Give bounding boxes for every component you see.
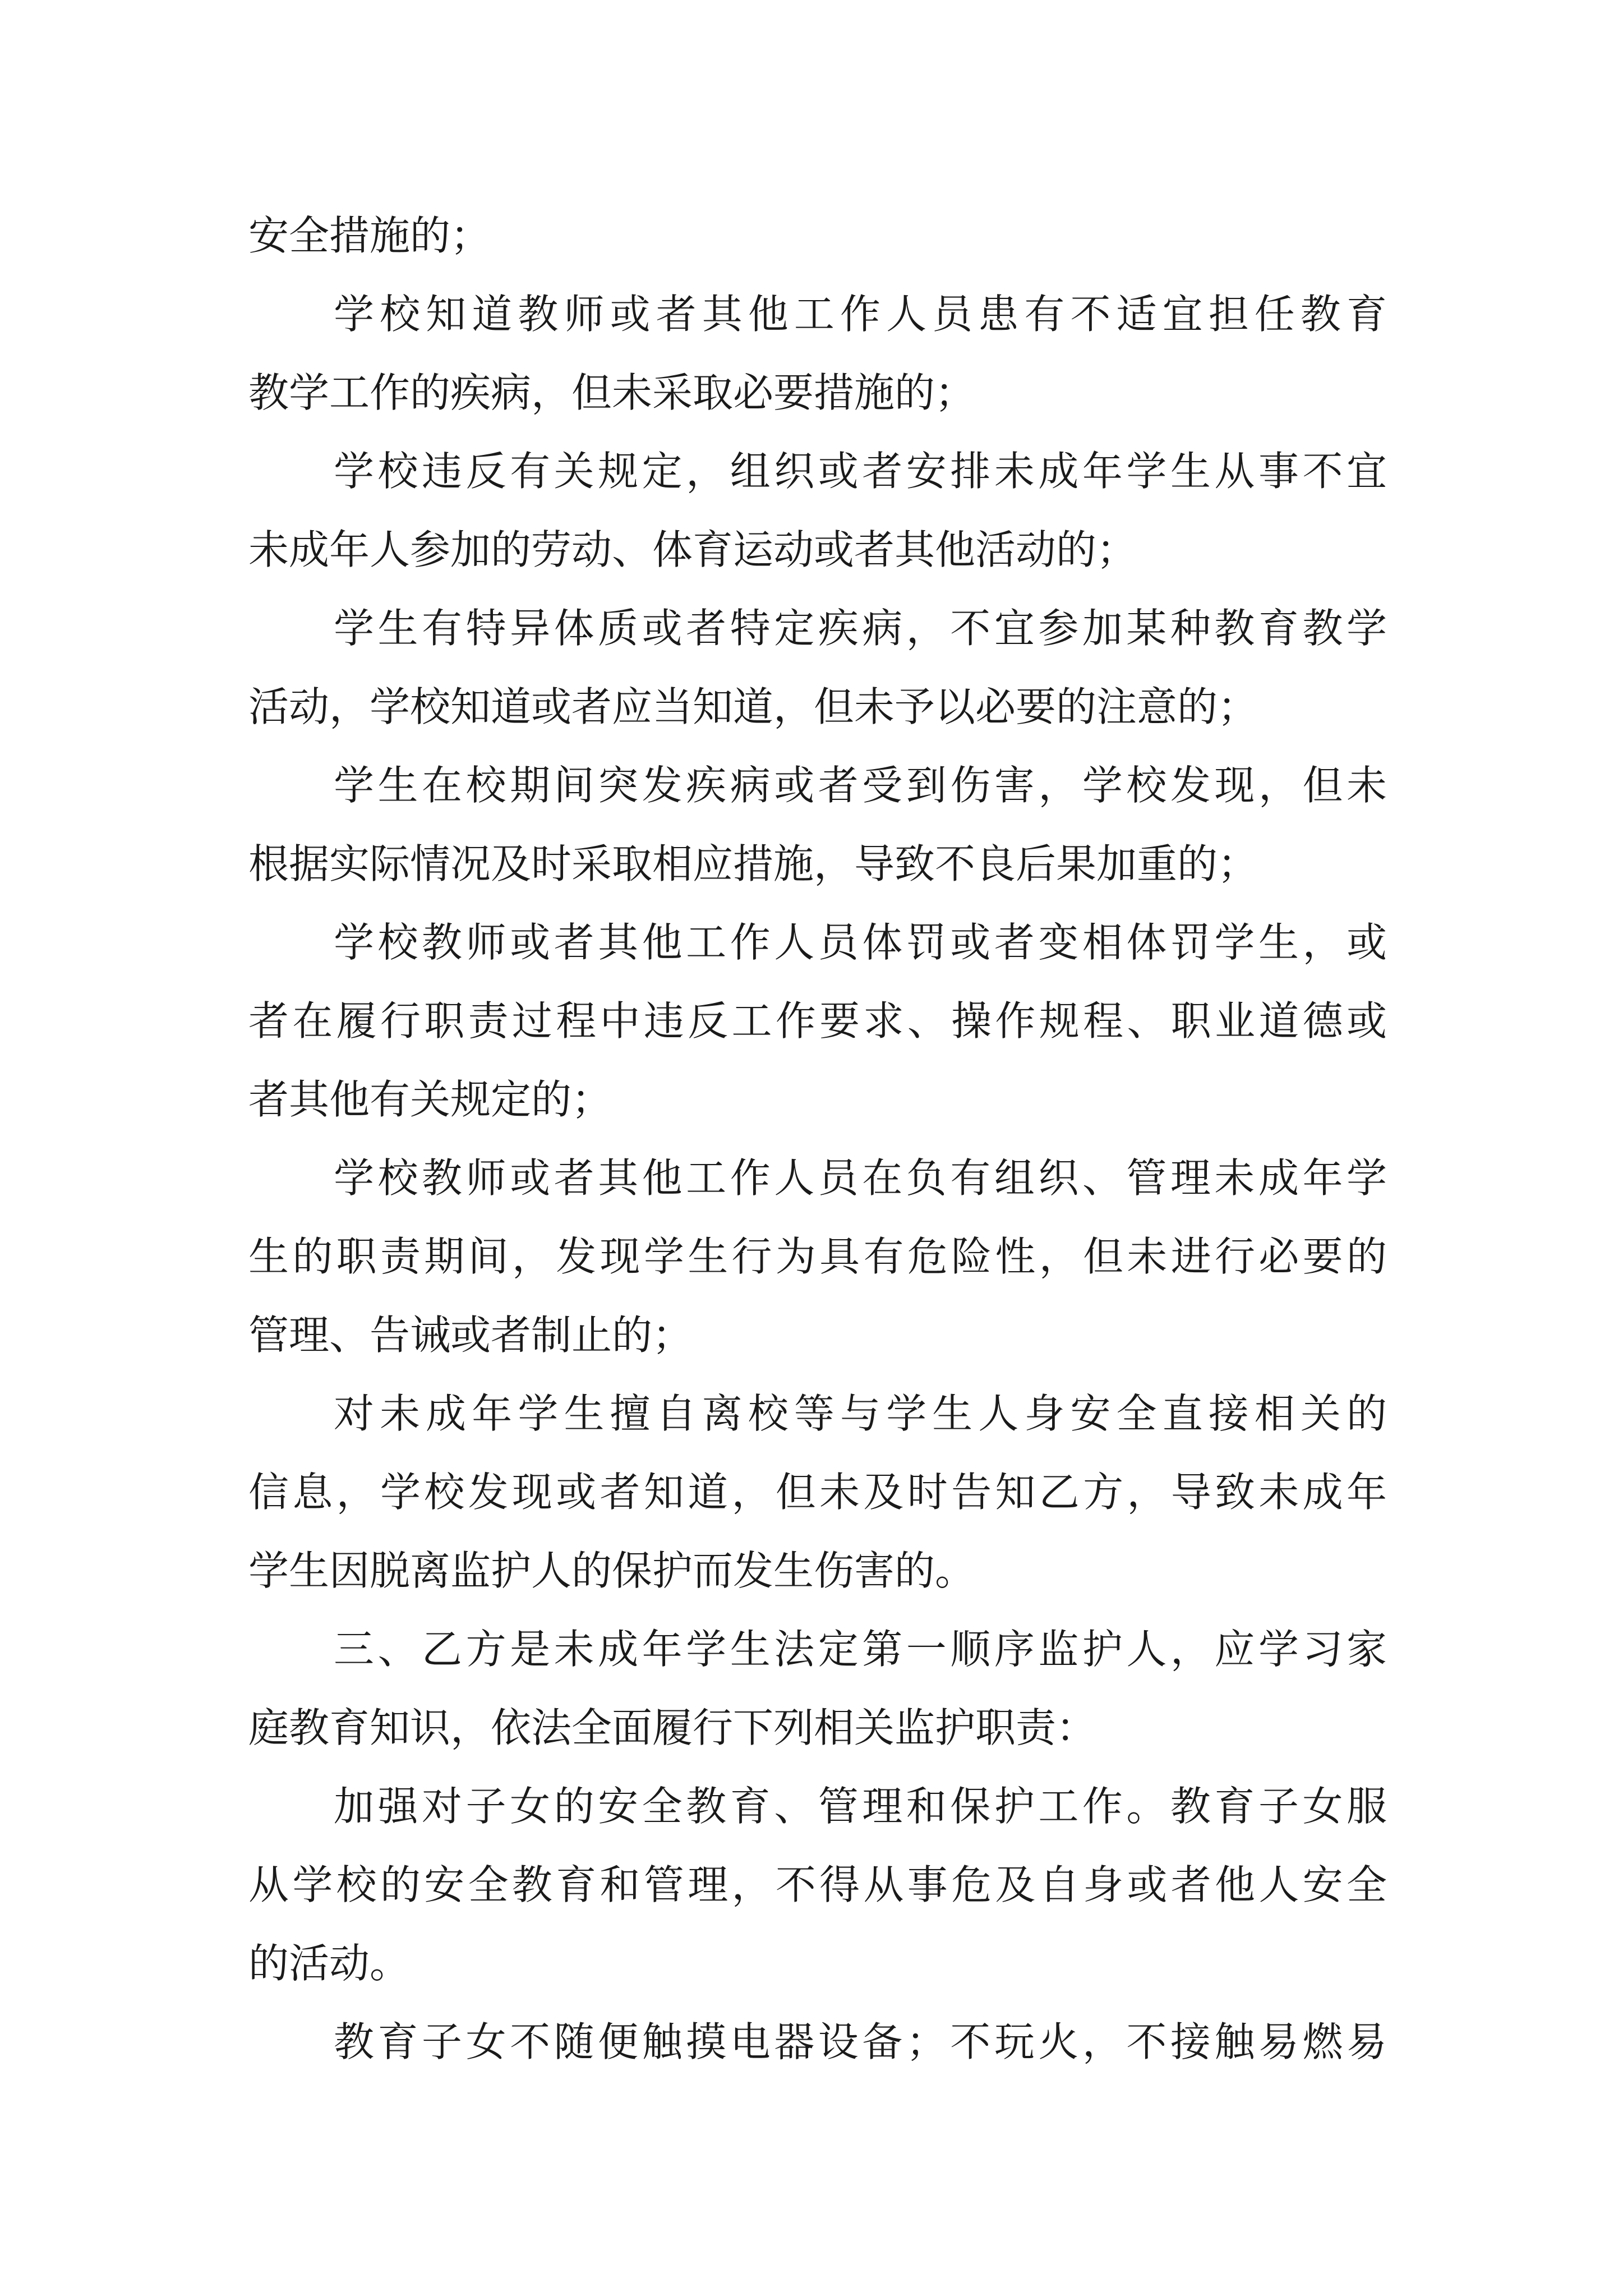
text-line: 对未成年学生擅自离校等与学生人身安全直接相关的 [334, 1390, 1387, 1437]
text-line: 活动，学校知道或者应当知道，但未予以必要的注意的； [248, 683, 1258, 730]
text-line: 庭教育知识，依法全面履行下列相关监护职责： [248, 1704, 1097, 1751]
text-line: 学校教师或者其他工作人员在负有组织、管理未成年学 [334, 1154, 1387, 1202]
text-line: 根据实际情况及时采取相应措施，导致不良后果加重的； [248, 840, 1258, 887]
text-line: 信息，学校发现或者知道，但未及时告知乙方，导致未成年 [248, 1469, 1387, 1516]
text-line: 生的职责期间，发现学生行为具有危险性，但未进行必要的 [248, 1233, 1387, 1280]
text-line: 学生有特异体质或者特定疾病，不宜参加某种教育教学 [334, 605, 1387, 652]
text-line: 的活动。 [248, 1940, 411, 1987]
text-line: 未成年人参加的劳动、体育运动或者其他活动的； [248, 526, 1137, 573]
text-line: 者其他有关规定的； [248, 1076, 612, 1123]
text-line: 从学校的安全教育和管理，不得从事危及自身或者他人安全 [248, 1861, 1387, 1908]
text-line: 学校教师或者其他工作人员体罚或者变相体罚学生，或 [334, 919, 1387, 966]
text-line: 学校违反有关规定，组织或者安排未成年学生从事不宜 [334, 448, 1387, 495]
document-body [248, 196, 1387, 2081]
text-line: 学校知道教师或者其他工作人员患有不适宜担任教育 [334, 291, 1387, 338]
text-line: 加强对子女的安全教育、管理和保护工作。教育子女服 [334, 1783, 1387, 1830]
text-line: 安全措施的； [248, 212, 491, 259]
text-line: 管理、告诫或者制止的； [248, 1312, 693, 1359]
text-line: 三、乙方是未成年学生法定第一顺序监护人，应学习家 [334, 1626, 1387, 1673]
text-line: 学生在校期间突发疾病或者受到伤害，学校发现，但未 [334, 762, 1387, 809]
text-line: 学生因脱离监护人的保护而发生伤害的。 [248, 1547, 976, 1594]
text-line: 者在履行职责过程中违反工作要求、操作规程、职业道德或 [248, 997, 1387, 1045]
text-line: 教育子女不随便触摸电器设备；不玩火，不接触易燃易 [334, 2018, 1387, 2065]
text-line: 教学工作的疾病，但未采取必要措施的； [248, 369, 976, 416]
